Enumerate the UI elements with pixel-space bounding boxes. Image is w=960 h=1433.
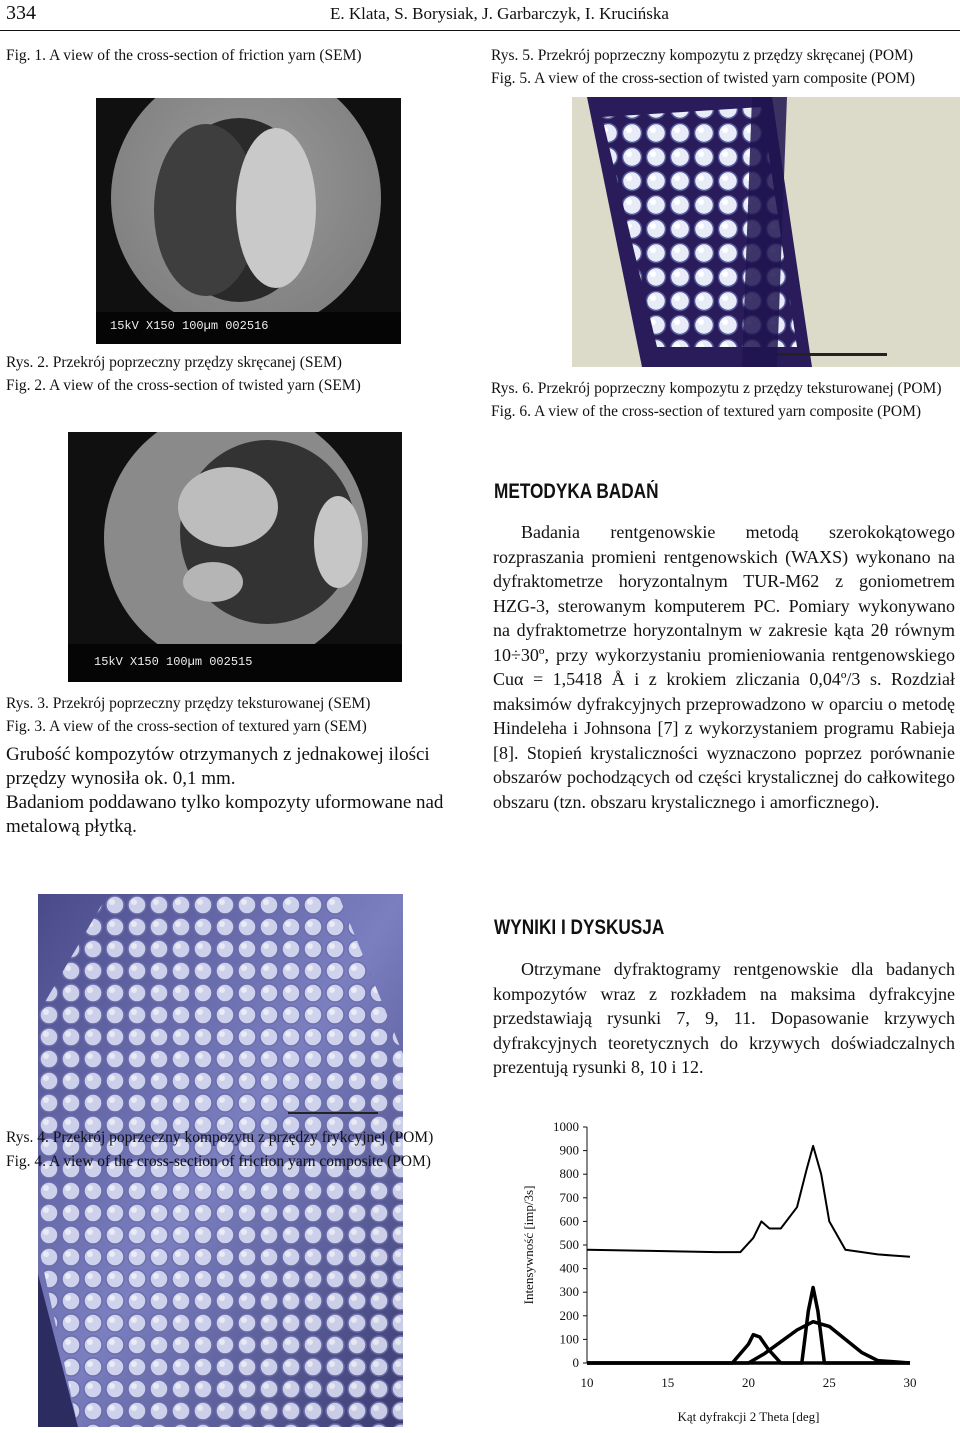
y-tick-label: 0 xyxy=(572,1355,579,1370)
x-tick-label: 15 xyxy=(661,1375,675,1390)
fig2-sem-drawing xyxy=(96,98,401,344)
diffractogram-chart xyxy=(505,1115,960,1433)
fig2-caption-pl: Rys. 2. Przekrój poprzeczny przędzy skręcanej (SEM) xyxy=(6,354,342,371)
y-tick-label: 100 xyxy=(559,1331,579,1347)
x-tick-label: 20 xyxy=(742,1375,755,1390)
fig5-caption-pl: Rys. 5. Przekrój poprzeczny kompozytu z przędzy skręcanej (POM) xyxy=(491,47,914,64)
svg-text:15kV X150 100µm 002516: 15kV X150 100µm 002516 xyxy=(110,319,269,333)
x-tick-label: 30 xyxy=(903,1375,917,1390)
metodyka-heading: METODYKA BADAŃ xyxy=(494,480,659,503)
fig2-sem-image xyxy=(96,98,401,344)
header-rule xyxy=(0,30,960,31)
svg-text:15kV X150 100µm 002515: 15kV X150 100µm 002515 xyxy=(94,655,253,669)
series-line-2 xyxy=(587,1335,910,1363)
fig6-caption-pl: Rys. 6. Przekrój poprzeczny kompozytu z przędzy teksturowanej (POM) xyxy=(491,380,942,397)
thickness-paragraph: Grubość kompozytów otrzymanych z jednakowej ilości przędzy wynosiła ok. 0,1 mm. xyxy=(6,744,430,789)
diffractogram-svg xyxy=(505,1115,960,1433)
fig4-caption-pl: Rys. 4. Przekrój poprzeczny kompozytu z przędzy frykcyjnej (POM) xyxy=(6,1129,434,1146)
left-body-text xyxy=(6,743,468,839)
fig2-caption-en: Fig. 2. A view of the cross-section of twisted yarn (SEM) xyxy=(6,377,361,394)
y-tick-label: 400 xyxy=(559,1260,579,1276)
series-line-1 xyxy=(587,1146,910,1257)
wyniki-heading: WYNIKI I DYSKUSJA xyxy=(494,916,665,939)
y-tick-label: 900 xyxy=(559,1142,579,1158)
y-axis-label: Intensywność [imp/3s] xyxy=(521,1185,536,1305)
x-axis-label: Kąt dyfrakcji 2 Theta [deg] xyxy=(677,1409,820,1424)
running-header-authors: E. Klata, S. Borysiak, J. Garbarczyk, I. Krucińska xyxy=(330,4,669,23)
fig5-pom-image xyxy=(572,97,960,367)
y-tick-label: 300 xyxy=(559,1284,579,1300)
y-tick-label: 500 xyxy=(559,1237,579,1252)
fig5-caption-en: Fig. 5. A view of the cross-section of twisted yarn composite (POM) xyxy=(491,70,916,87)
fig1-caption-en: Fig. 1. A view of the cross-section of friction yarn (SEM) xyxy=(6,47,362,64)
y-tick-label: 800 xyxy=(559,1166,579,1182)
fig3-caption-pl: Rys. 3. Przekrój poprzeczny przędzy teksturowanej (SEM) xyxy=(6,695,371,712)
tested-paragraph: Badaniom poddawano tylko kompozyty uformowane nad metalową płytką. xyxy=(6,792,444,837)
fig3-caption-en: Fig. 3. A view of the cross-section of textured yarn (SEM) xyxy=(6,718,367,735)
y-tick-label: 1000 xyxy=(553,1119,579,1134)
fig5-pom-drawing xyxy=(572,97,960,367)
fig4-caption-en: Fig. 4. A view of the cross-section of friction yarn composite (POM) xyxy=(6,1153,431,1170)
fig6-caption-en: Fig. 6. A view of the cross-section of textured yarn composite (POM) xyxy=(491,403,922,420)
y-tick-label: 700 xyxy=(559,1189,579,1205)
fig3-sem-image xyxy=(68,432,402,682)
metodyka-section xyxy=(493,520,955,814)
y-tick-label: 600 xyxy=(559,1213,579,1229)
fig3-sem-drawing xyxy=(68,432,402,682)
metodyka-paragraph: Badania rentgenowskie metodą szerokokątowego rozpraszania promieni rentgenowskich (WAXS) wykonano na dyfraktometrze horyzontalnym TUR-M62 z goniometrem HZG-3, sterowanym komputerem PC. Pomiary wykonywano na dyfraktometrze horyzontalnym w zakresie kąta 2θ równym 10÷30º, przy wykorzystaniu promieniowania rentgenowskiego Cuα = 1,5418 Å i z krokiem zliczania 0,04º/3 s. Rozdział maksimów dyfrakcyjnych przeprowadzono w oparciu o metodę Hindeleha i Johnsona [7] z wykorzystaniem programu Rabieja [8]. Stopień krystaliczności wyznaczono poprzez porównanie obszarów pochodzących od części krystalicznej do całkowitego obszaru (tzn. obszaru krystalicznego i amorficznego). xyxy=(493,522,955,812)
page-number: 334 xyxy=(6,2,36,24)
wyniki-section xyxy=(493,957,955,1080)
y-tick-label: 200 xyxy=(559,1307,579,1323)
x-tick-label: 10 xyxy=(580,1375,594,1390)
wyniki-paragraph: Otrzymane dyfraktogramy rentgenowskie dla badanych kompozytów wraz z rozkładem na maksima dyfrakcyjne przedstawiają rysunki 7, 9, 11. Dopasowanie krzywych dyfrakcyjnych teoretycznych do krzywych doświadczalnych prezentują rysunki 8, 10 i 12. xyxy=(493,959,955,1077)
x-tick-label: 25 xyxy=(822,1375,836,1390)
